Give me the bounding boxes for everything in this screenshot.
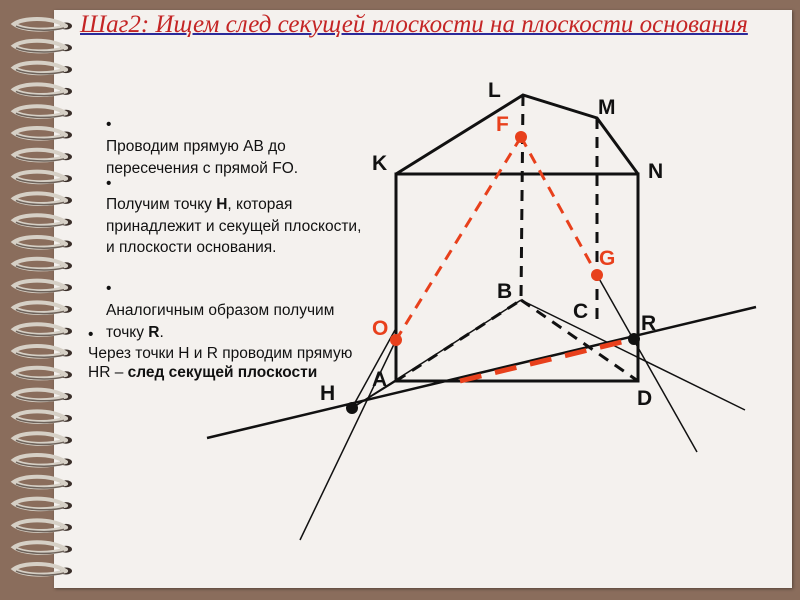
label-n: N — [648, 160, 664, 183]
label-k: K — [372, 152, 388, 175]
label-r: R — [641, 312, 657, 335]
label-l: L — [488, 79, 501, 102]
slide-title: Шаг2: Ищем след секущей плоскости на плоскости основания — [80, 11, 748, 38]
point-h — [346, 402, 358, 414]
point-o — [390, 334, 402, 346]
bullet-marker: • — [106, 174, 112, 192]
edge-lb-hidden — [521, 95, 523, 300]
bullet-text: Проводим прямую AB до пересечения с прямой FO. — [106, 138, 299, 177]
bullet-text-pre: Аналогичным образом получим точку — [106, 302, 335, 341]
label-d: D — [637, 387, 653, 410]
point-r — [628, 333, 640, 345]
label-a: A — [372, 368, 388, 391]
label-g: G — [599, 247, 616, 270]
bullet-marker: • — [106, 116, 112, 133]
bullet-marker: • — [88, 326, 94, 343]
point-f — [515, 131, 527, 143]
bullet-text-bold: H — [216, 196, 228, 213]
label-o: O — [372, 317, 389, 340]
line-gc-extension — [597, 275, 697, 452]
label-c: C — [573, 300, 589, 323]
label-f: F — [496, 113, 509, 136]
bullet-text-pre: Через точки H и R проводим прямую HR – — [88, 345, 353, 381]
bullet-text-post: . — [159, 324, 164, 341]
label-h: H — [320, 382, 336, 405]
section-line-fo — [396, 137, 521, 340]
label-m: M — [598, 96, 616, 119]
bullet-marker: • — [106, 280, 112, 297]
bullet-text-bold: след секущей плоскости — [127, 364, 318, 381]
label-b: B — [497, 280, 513, 303]
bullet-text-pre: Получим точку — [106, 196, 217, 213]
bullet-text-post: , которая принадлежит и секущей плоскости, и плоскости основания. — [106, 196, 362, 256]
section-line-fg — [521, 137, 597, 275]
point-g — [591, 269, 603, 281]
bullet-text-bold: R — [148, 324, 160, 341]
